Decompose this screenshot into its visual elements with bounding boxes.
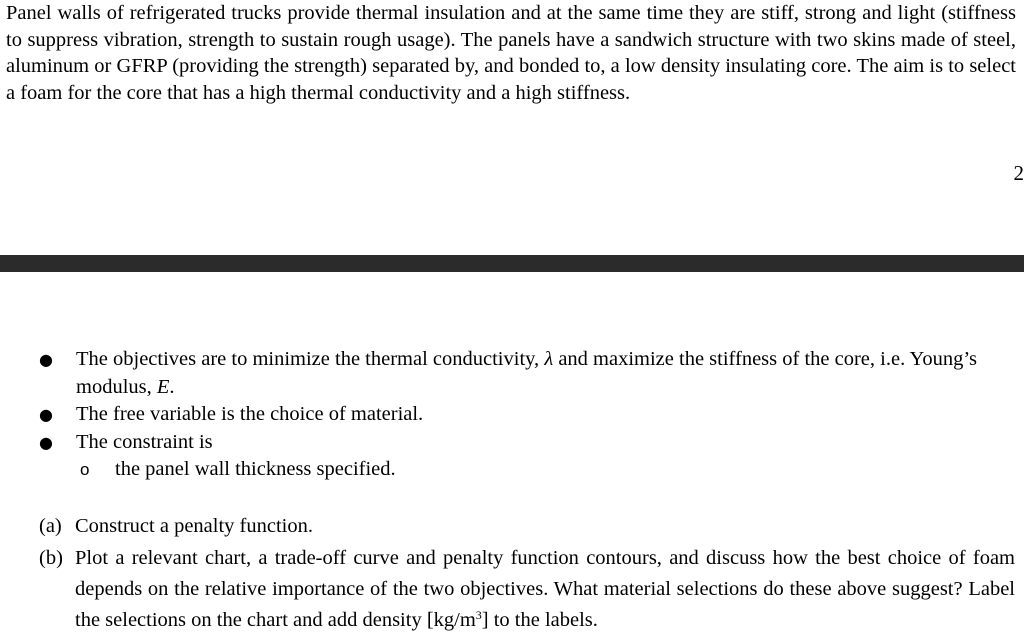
constraint-text: The constraint is xyxy=(76,431,213,453)
question-b xyxy=(0,543,1024,636)
section-divider xyxy=(0,255,1024,272)
list-item-free-variable xyxy=(0,401,1024,429)
bullet-icon: ● xyxy=(39,346,53,374)
question-a xyxy=(0,511,1024,542)
modulus-symbol: E xyxy=(157,376,170,398)
intro-paragraph xyxy=(6,0,1016,106)
objectives-prefix: The objectives are to minimize the thermal conductivity, xyxy=(76,348,544,370)
bullet-icon: ● xyxy=(39,401,53,429)
free-variable-text: The free variable is the choice of material. xyxy=(76,403,423,425)
objectives-middle: and maximize the stiffness of the core, i.e. Young’s modulus, xyxy=(76,348,977,398)
question-text: Construct a penalty function. xyxy=(75,515,313,537)
lambda-symbol: λ xyxy=(544,348,553,370)
objectives-suffix: . xyxy=(169,376,174,398)
intro-text: Panel walls of refrigerated trucks provide thermal insulation and at the same time they are stiff, strong and light (stiffness to suppress vibration, strength to sustain rough usage). The panels have a sandwich structure with two skins made of steel, aluminum or GFRP (providing the strength) separated by, and bonded to, a low density insulating core. The aim is to select a foam for the core that has a high thermal conductivity and a high stiffness. xyxy=(6,2,1016,104)
question-list xyxy=(0,511,1024,636)
page-number: 2 xyxy=(1014,161,1024,185)
list-item-objectives xyxy=(0,346,1024,401)
list-item-constraint xyxy=(0,429,1024,457)
question-text-end: ] to the labels. xyxy=(482,609,598,631)
units-superscript: 3 xyxy=(476,608,482,622)
constraint-item-text: the panel wall thickness specified. xyxy=(115,458,396,480)
sub-bullet-icon: o xyxy=(80,456,89,484)
question-label: (a) xyxy=(39,511,62,542)
question-label: (b) xyxy=(39,543,63,574)
bullet-list xyxy=(0,346,1024,484)
question-text: Plot a relevant chart, a trade-off curve and penalty function contours, and discuss how the best choice of foam depends on the relative importance of the two objectives. What material selections do these above suggest? Label the selections on the chart and add density [kg/m xyxy=(75,547,1015,631)
sub-list-item-constraint xyxy=(0,456,1024,484)
bullet-icon: ● xyxy=(39,429,53,457)
